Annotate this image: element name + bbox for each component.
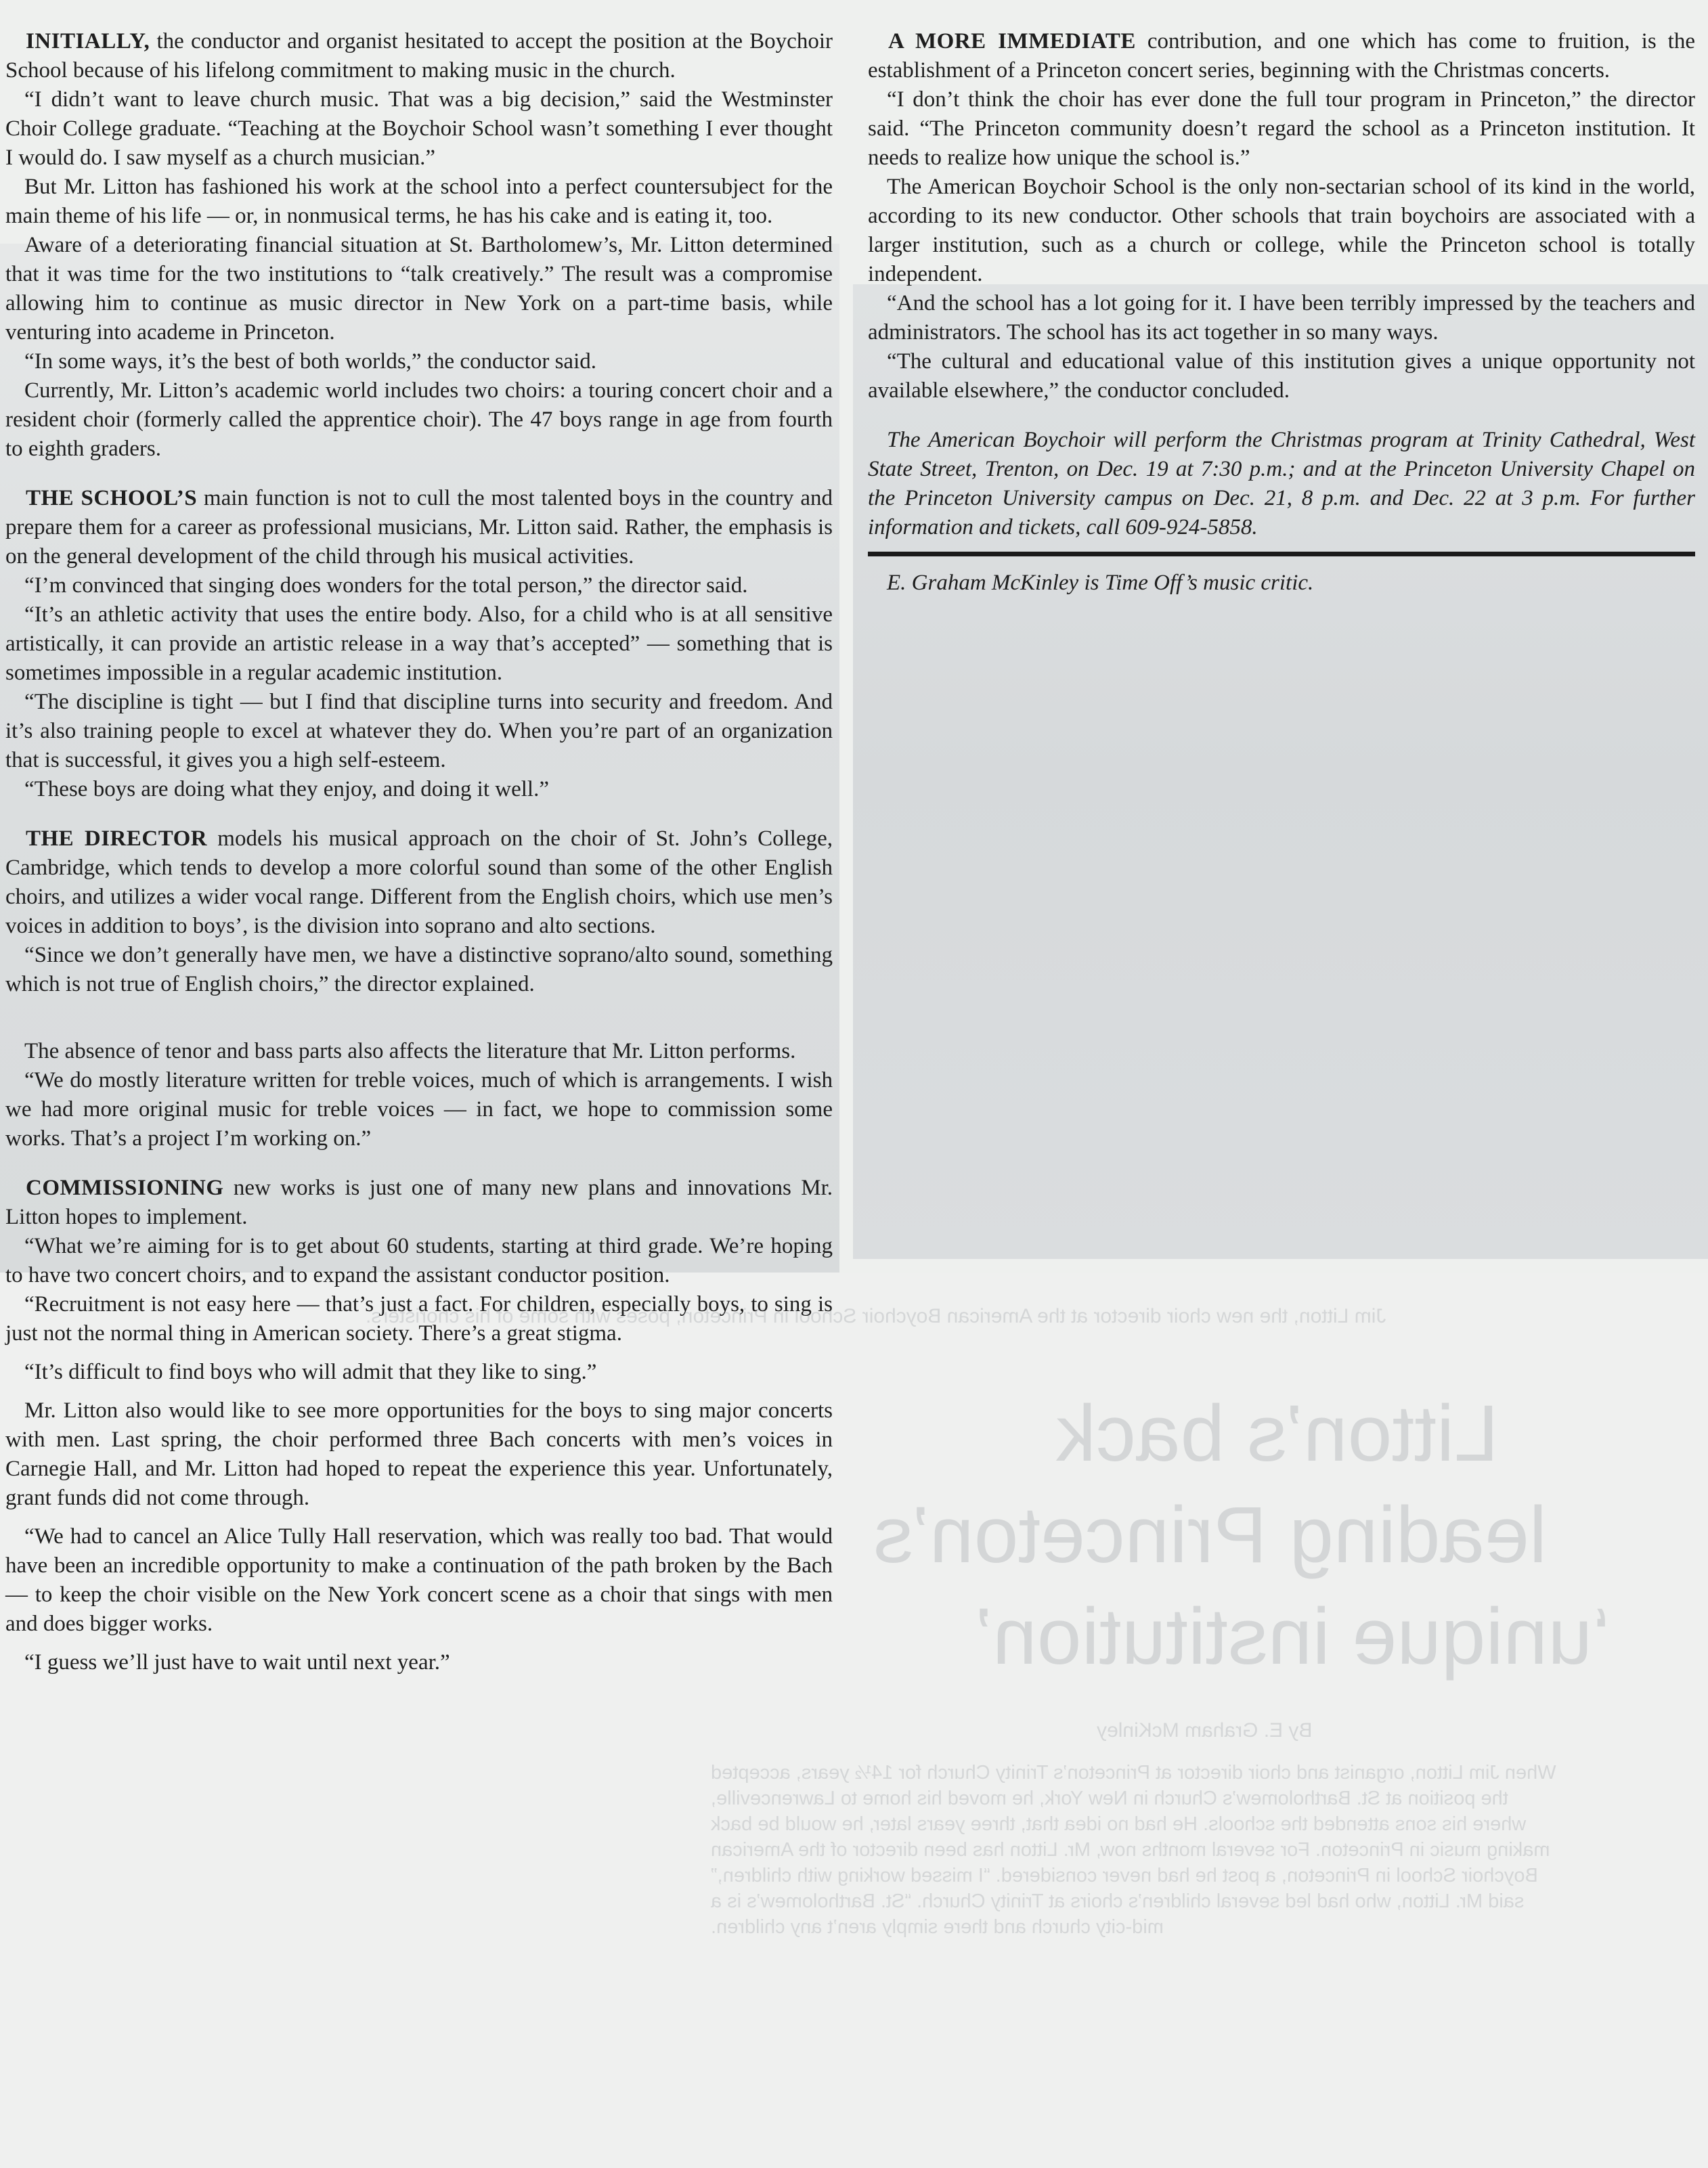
paragraph: [868, 27, 1695, 85]
paragraph: [5, 824, 833, 941]
paragraph: The absence of tenor and bass parts also affects the literature that Mr. Litton performs.: [24, 1039, 796, 1063]
paragraph-text: new works is just one of many new plans and innovations Mr. Litton hopes to implement.: [5, 1176, 833, 1229]
paragraph: “What we’re aiming for is to get about 60 students, starting at third grade. We’re hoping to have two concert choirs, and to expand the assistant conductor position.: [5, 1234, 833, 1287]
paragraph-text: the conductor and organist hesitated to accept the position at the Boychoir School because of his lifelong commitment to making music in the church.: [5, 29, 833, 83]
show-through-caption: Jim Litton, the new choir director at the American Boychoir School in Princeton, poses with some of his choristers.: [366, 1305, 1386, 1327]
article-left-column: [5, 27, 833, 1677]
paragraph-text: models his musical approach on the choir of St. John’s College, Cambridge, which tends to develop a more colorful sound than some of the other English choirs, and utilizes a wider vocal range. Different from the English choirs, which use men’s voices in addition to boys’, is the division into soprano and alto sections.: [5, 826, 833, 938]
paragraph: “Since we don’t generally have men, we have a distinctive soprano/alto sound, something which is not true of English choirs,” the director explained.: [5, 943, 833, 996]
show-through-paragraph: When Jim Litton, organist and choir director at Princeton’s Trinity Church for 14½ years, accepted the position at St. Bartholomew’s Church in New York, he moved his home to Lawrenceville, where his sons attended the schools. He had no idea that, three years later, he would be back making music in Princeton. For several months now, Mr. Litton has been director of the American Boychoir School in Princeton, a post he had never considered. “I missed working with children,” said Mr. Litton, who had led several children’s choirs at Trinity Church. “St. Bartholomew’s is a mid-city church and there simply aren’t any children.: [711, 1762, 1556, 1938]
paragraph: “Recruitment is not easy here — that’s just a fact. For children, especially boys, to sing is just not the normal thing in American society. There’s a great stigma.: [5, 1292, 833, 1346]
performance-note: The American Boychoir will perform the Christmas program at Trinity Cathedral, West State Street, Trenton, on Dec. 19 at 7:30 p.m.; and at the Princeton University Chapel on the Princeton University campus on Dec. 21, 8 p.m. and Dec. 22 at 3 p.m. For further information and tickets, call 609-924-5858.: [868, 428, 1695, 539]
divider-rule: [868, 552, 1695, 556]
article-right-column: [868, 27, 1695, 598]
show-through-byline: By E. Graham McKinley: [1097, 1719, 1313, 1742]
paragraph-text: main function is not to cull the most talented boys in the country and prepare them for a career as professional musicians, Mr. Litton said. Rather, the emphasis is on the general development of the child through his musical activities.: [5, 486, 833, 569]
paragraph: “I’m convinced that singing does wonders for the total person,” the director said.: [24, 573, 748, 598]
paragraph: The American Boychoir School is the only non-sectarian school of its kind in the world, according to its new conductor. Other schools that train boychoirs are associated with a larger institution, such as a church or college, while the Princeton school is totally independent.: [868, 175, 1695, 286]
paragraph: [5, 484, 833, 571]
paragraph: Currently, Mr. Litton’s academic world includes two choirs: a touring concert choir and a resident choir (formerly called the apprentice choir). The 47 boys range in age from fourth to eighth graders.: [5, 378, 833, 461]
show-through-headline-2: leading Princeton’s: [873, 1490, 1547, 1580]
section-lead: A MORE IMMEDIATE: [888, 29, 1136, 53]
paragraph: “The cultural and educational value of this institution gives a unique opportunity not available elsewhere,” the conductor concluded.: [868, 349, 1695, 403]
paragraph: “The discipline is tight — but I find that discipline turns into security and freedom. And it’s also training people to excel at whatever they do. When you’re part of an organization that is successful, it gives you a high self-esteem.: [5, 690, 833, 772]
paragraph: But Mr. Litton has fashioned his work at the school into a perfect countersubject for the main theme of his life — or, in nonmusical terms, he has his cake and is eating it, too.: [5, 175, 833, 228]
author-note: E. Graham McKinley is Time Off’s music critic.: [887, 571, 1314, 595]
section-lead: COMMISSIONING: [26, 1176, 224, 1200]
paragraph: [5, 1174, 833, 1232]
show-through-headline-3: ‘unique institution’: [975, 1592, 1611, 1681]
section-lead: THE DIRECTOR: [26, 826, 208, 851]
paragraph: “And the school has a lot going for it. I have been terribly impressed by the teachers and administrators. The school has its act together in so many ways.: [868, 291, 1695, 345]
paragraph: “These boys are doing what they enjoy, and doing it well.”: [24, 777, 549, 801]
paragraph: “In some ways, it’s the best of both worlds,” the conductor said.: [24, 349, 596, 374]
paragraph: “I didn’t want to leave church music. That was a big decision,” said the Westminster Choir College graduate. “Teaching at the Boychoir School wasn’t something I ever thought I would do. I saw myself as a church musician.”: [5, 87, 833, 170]
paragraph: “It’s an athletic activity that uses the entire body. Also, for a child who is at all sensitive artistically, it can provide an artistic release in a way that’s accepted” — something that is sometimes impossible in a regular academic institution.: [5, 602, 833, 685]
paragraph: Mr. Litton also would like to see more opportunities for the boys to sing major concerts with men. Last spring, the choir performed three Bach concerts with men’s voices in Carnegie Hall, and Mr. Litton had hoped to repeat the experience this year. Unfortunately, grant funds did not come through.: [5, 1398, 833, 1510]
paragraph: “We had to cancel an Alice Tully Hall reservation, which was really too bad. That would have been an incredible opportunity to make a continuation of the path broken by the Bach — to keep the choir visible on the New York concert scene as a choir that sings with men and does bigger works.: [5, 1524, 833, 1636]
paragraph-text: contribution, and one which has come to fruition, is the establishment of a Princeton concert series, beginning with the Christmas concerts.: [868, 29, 1695, 83]
paragraph: “I guess we’ll just have to wait until next year.”: [24, 1650, 450, 1675]
section-lead: THE SCHOOL’S: [26, 486, 198, 510]
show-through-headline-1: Litton’s back: [1056, 1389, 1499, 1478]
paragraph: “It’s difficult to find boys who will admit that they like to sing.”: [24, 1360, 597, 1384]
paragraph: [5, 27, 833, 85]
paragraph: “We do mostly literature written for treble voices, much of which is arrangements. I wish we had more original music for treble voices — in fact, we hope to commission some works. That’s a project I’m working on.”: [5, 1068, 833, 1151]
paragraph: “I don’t think the choir has ever done the full tour program in Princeton,” the director said. “The Princeton community doesn’t regard the school as a Princeton institution. It needs to realize how unique the school is.”: [868, 87, 1695, 170]
section-lead: INITIALLY,: [26, 29, 150, 53]
paragraph: Aware of a deteriorating financial situation at St. Bartholomew’s, Mr. Litton determined that it was time for the two institutions to “talk creatively.” The result was a compromise allowing him to continue as music director in New York on a part-time basis, while venturing into academe in Princeton.: [5, 233, 833, 345]
